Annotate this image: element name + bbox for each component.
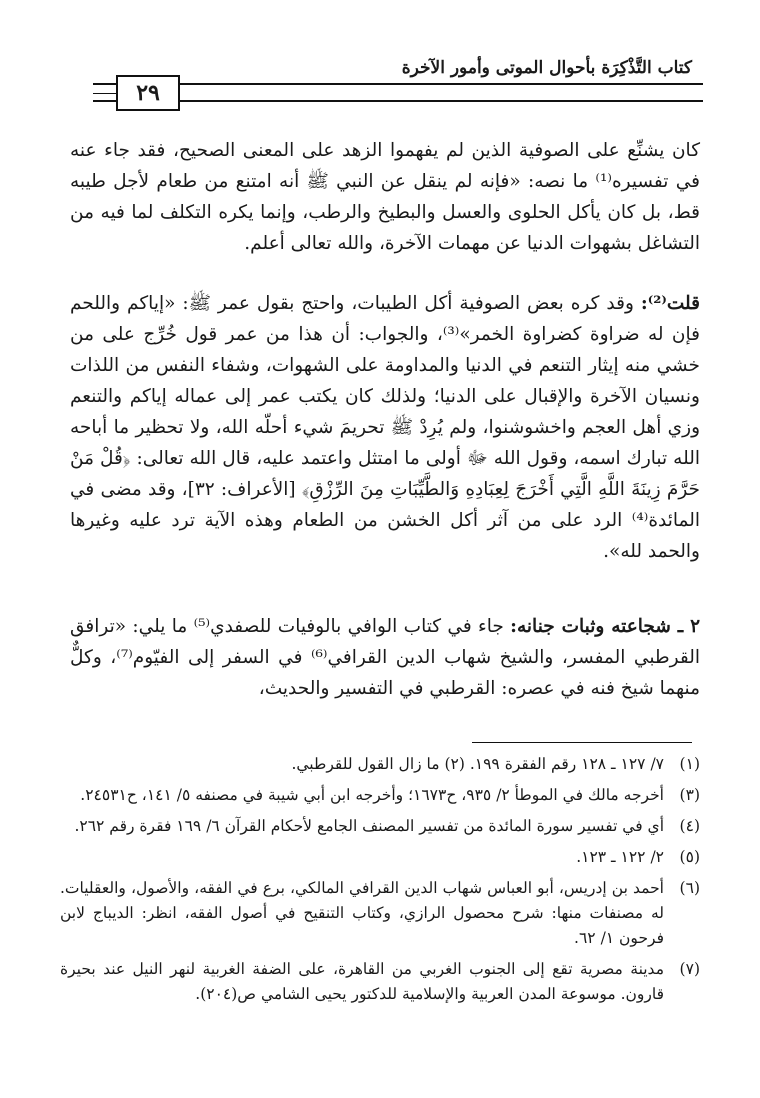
header-rule-bottom [93, 100, 703, 102]
paragraph-2-lead: قلت⁽²⁾: [640, 293, 700, 314]
footnote-number: (٣) [679, 786, 700, 804]
paragraph-2 [70, 288, 700, 567]
footnote [60, 783, 700, 808]
footnote-number: (١) [679, 755, 700, 773]
footnote-divider [472, 742, 692, 743]
header-rule-top [93, 83, 703, 85]
footnotes [60, 752, 700, 1013]
running-title: كتاب التَّذْكِرَة بأحوال الموتى وأمور الآخرة [401, 58, 692, 78]
footnote-number: (٧) [679, 960, 700, 978]
page-number [116, 75, 180, 111]
footnote [60, 814, 700, 839]
footnote [60, 876, 700, 951]
footnote [60, 845, 700, 870]
paragraph-1: كان يشنِّع على الصوفية الذين لم يفهموا الزهد على المعنى الصحيح، فقد جاء عنه في تفسيره⁽¹⁾ ما نصه: «فإنه لم ينقل عن النبي ﷺ أنه امتنع من طعام لأجل طيبه قط، بل كان يأكل الحلوى والعسل والبطيخ والرطب، وإنما يكره التكلف لما فيه من التشاغل بشهوات الدنيا عن مهمات الآخرة، والله تعالى أعلم. [70, 140, 700, 254]
footnote-number: (٦) [679, 879, 700, 897]
footnote-text: ٢/ ١٢٢ ـ ١٢٣. [576, 848, 664, 866]
paragraph-2-text: وقد كره بعض الصوفية أكل الطيبات، واحتج بقول عمر ﷺ: «إياكم واللحم فإن له ضراوة كضراوة الخمر»⁽³⁾، والجواب: أن هذا من عمر قول خُرِّج على من خشي منه إيثار التنعم في الدنيا والمداومة على الشهوات، وشفاء النفس من اللذات ونسيان الآخرة والإقبال على الدنيا؛ ولذلك كان يكتب عمر إلى عماله إياكم والتنعم وزي أهل العجم واخشوشنوا، ولم يُرِدْ ﷺ تحريمَ شيء أحلّه الله، ولا تحظير ما أباحه الله تبارك اسمه، وقول الله ﷻ أولى ما امتثل واعتمد عليه، قال الله تعالى: ﴿قُلْ مَنْ حَرَّمَ زِينَةَ اللَّهِ الَّتِي أَخْرَجَ لِعِبَادِهِ وَالطَّيِّبَاتِ مِنَ الرِّزْقِ﴾ [الأعراف: ٣٢]، وقد مضى في المائدة⁽⁴⁾ الرد على من آثر أكل الخشن من الطعام وهذه الآية ترد عليه وغيرها والحمد لله». [70, 293, 700, 562]
footnote [60, 752, 700, 777]
footnote-number: (٥) [679, 848, 700, 866]
footnote-text: أحمد بن إدريس، أبو العباس شهاب الدين القرافي المالكي، برع في الفقه، والأصول، والعقليات. له مصنفات منها: شرح محصول الرازي، وكتاب التنقيح في أصول الفقه، انظر: الديباج لابن فرحون ١/ ٦٢. [60, 879, 664, 947]
footnote-text: مدينة مصرية تقع إلى الجنوب الغربي من القاهرة، على الضفة الغربية لنهر النيل عند بحيرة قارون. موسوعة المدن العربية والإسلامية للدكتور يحيى الشامي ص(٢٠٤). [60, 960, 664, 1003]
footnote-text: أخرجه مالك في الموطأ ٢/ ٩٣٥، ح١٦٧٣؛ وأخرجه ابن أبي شيبة في مصنفه ٥/ ١٤١، ح٢٤٥٣١. [80, 786, 664, 804]
footnote [60, 957, 700, 1007]
paragraph-3 [70, 611, 700, 704]
page-number-text: ٢٩ [136, 80, 160, 106]
paragraph-3-text: جاء في كتاب الوافي بالوفيات للصفدي⁽⁵⁾ ما يلي: «ترافق القرطبي المفسر، والشيخ شهاب الدين القرافي⁽⁶⁾ في السفر إلى الفيّوم⁽⁷⁾، وكلٌّ منهما شيخ فنه في عصره: القرطبي في التفسير والحديث، [70, 616, 700, 699]
footnote-text: ٧/ ١٢٧ ـ ١٢٨ رقم الفقرة ١٩٩. (٢) ما زال القول للقرطبي. [291, 755, 664, 773]
footnote-text: أي في تفسير سورة المائدة من تفسير المصنف الجامع لأحكام القرآن ٦/ ١٦٩ فقرة رقم ٢٦٢. [74, 817, 664, 835]
footnote-number: (٤) [679, 817, 700, 835]
section-heading-courage: ٢ ـ شجاعته وثبات جنانه: [510, 616, 700, 637]
